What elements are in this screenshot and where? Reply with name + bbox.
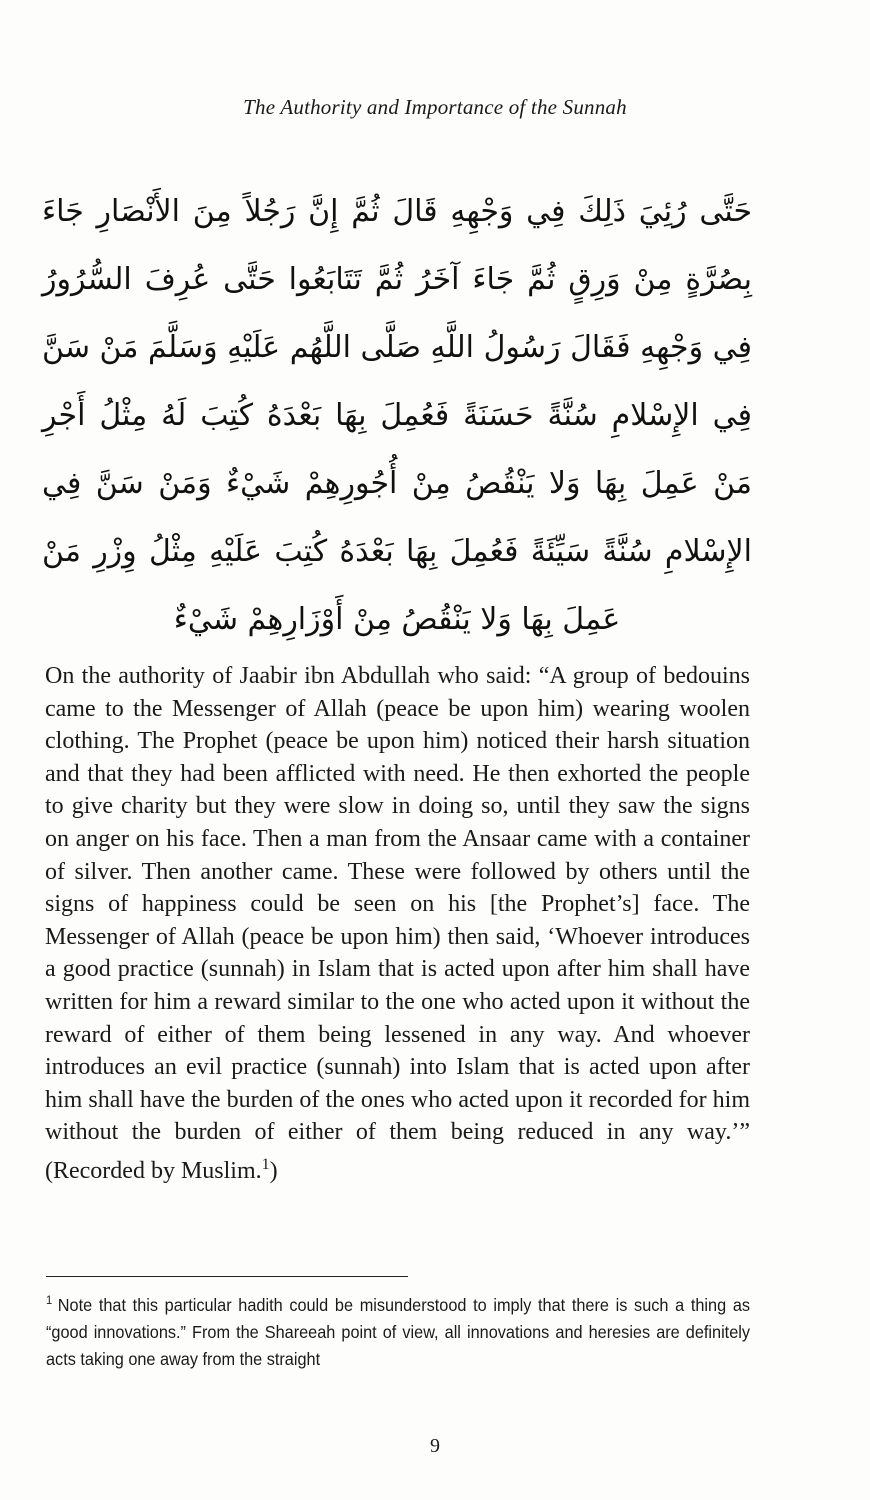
translation-paragraph [45, 660, 750, 1188]
footnote-divider [46, 1276, 408, 1277]
closing-parenthesis: ) [269, 1157, 278, 1184]
running-title: The Authority and Importance of the Sunnah [243, 95, 627, 119]
footnote-marker: 1 [46, 1293, 53, 1307]
page-number: 9 [430, 1435, 440, 1457]
footnote-reference[interactable]: 1 [261, 1155, 270, 1173]
footnote [46, 1287, 750, 1373]
footnote-text: Note that this particular hadith could be misunderstood to imply that there is such a thing as “good innovations.” From the Shareeah point of view, all innovations and heresies are definitely acts taking one away from the straight [46, 1294, 751, 1369]
arabic-hadith-text: حَتَّى رُئِيَ ذَلِكَ فِي وَجْهِهِ قَالَ ثُمَّ إِنَّ رَجُلاً مِنَ الأَنْصَارِ جَاءَ بِصُرَّةٍ مِنْ وَرِقٍ ثُمَّ جَاءَ آخَرُ ثُمَّ تَتَابَعُوا حَتَّى عُرِفَ السُّرُورُ فِي وَجْهِهِ فَقَالَ رَسُولُ اللَّهِ صَلَّى اللَّهُم عَلَيْهِ وَسَلَّمَ مَنْ سَنَّ فِي الإِسْلامِ سُنَّةً حَسَنَةً فَعُمِلَ بِهَا بَعْدَهُ كُتِبَ لَهُ مِثْلُ أَجْرِ مَنْ عَمِلَ بِهَا وَلا يَنْقُصُ مِنْ أُجُورِهِمْ شَيْءٌ وَمَنْ سَنَّ فِي الإِسْلامِ سُنَّةً سَيِّئَةً فَعُمِلَ بِهَا بَعْدَهُ كُتِبَ عَلَيْهِ مِثْلُ وِزْرِ مَنْ عَمِلَ بِهَا وَلا يَنْقُصُ مِنْ أَوْزَارِهِمْ شَيْءٌ [42, 194, 752, 637]
translation-text: On the authority of Jaabir ibn Abdullah who said: “A group of bedouins came to the Messenger of Allah (peace be upon him) wearing woolen clothing. The Prophet (peace be upon him) noticed their harsh situation and that they had been afflicted with need. He then exhorted the people to give charity but they were slow in doing so, until they saw the signs on anger on his face. Then a man from the Ansaar came with a container of silver. Then another came. These were followed by others until the signs of happiness could be seen on his [the Prophet’s] face. The Messenger of Allah (peace be upon him) then said, ‘Whoever introduces a good practice (sunnah) in Islam that is acted upon after him shall have written for him a reward similar to the one who acted upon it without the reward of either of them being lessened in any way. And whoever introduces an evil practice (sunnah) into Islam that is acted upon after him shall have the burden of the ones who acted upon it recorded for him without the burden of either of them being reduced in any way.’” (Recorded by Muslim. [45, 663, 750, 1184]
